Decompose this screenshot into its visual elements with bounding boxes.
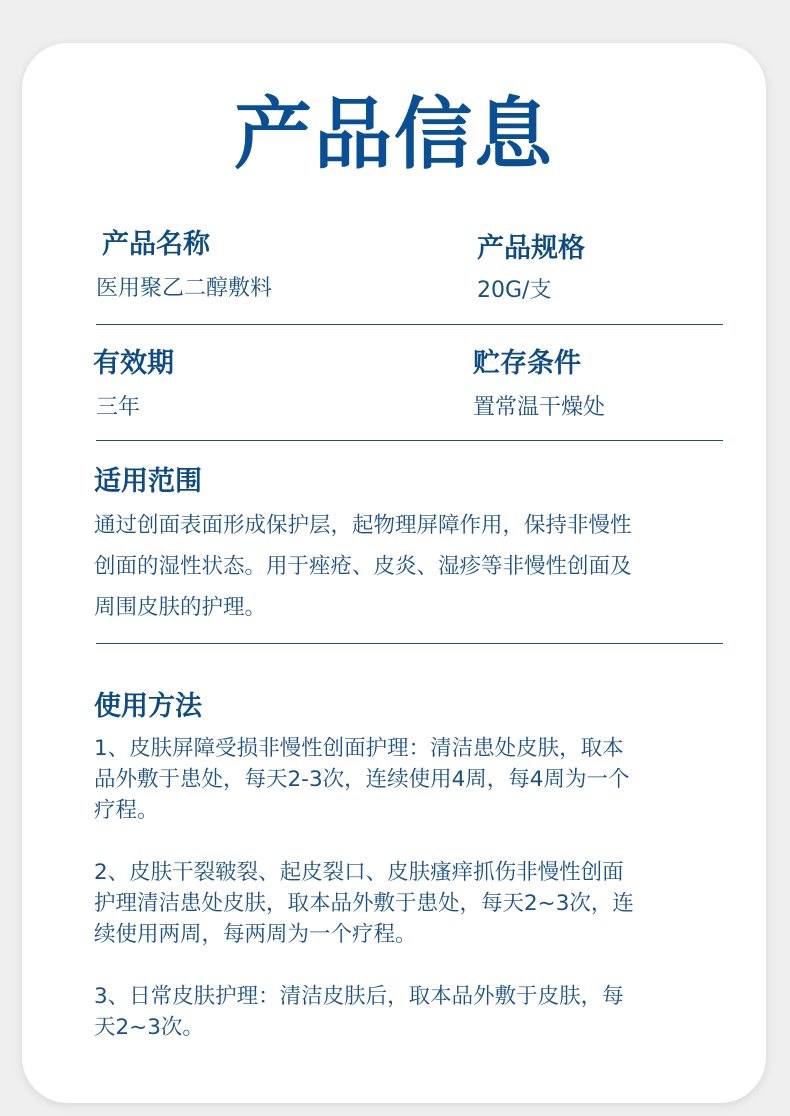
product-spec-label: 产品规格 [477, 233, 585, 264]
product-name-value: 医用聚乙二醇敷料 [96, 276, 273, 301]
scope-text [94, 505, 714, 628]
product-info-card [22, 43, 766, 1103]
usage-line: 品外敷于患处，每天2-3次，连续使用4周，每4周为一个 [94, 767, 630, 792]
storage-value: 置常温干燥处 [473, 395, 606, 420]
storage-label: 贮存条件 [473, 348, 581, 379]
validity-label: 有效期 [93, 348, 174, 379]
usage-line: 护理清洁患处皮肤，取本品外敷于患处，每天2~3次，连 [94, 891, 634, 916]
scope-line: 周围皮肤的护理。 [94, 595, 267, 620]
scope-line: 创面的湿性状态。用于痤疮、皮炎、湿疹等非慢性创面及 [94, 554, 632, 579]
product-spec-value: 20G/支 [477, 278, 552, 303]
product-name-label: 产品名称 [102, 229, 210, 260]
usage-step-1 [94, 733, 714, 826]
divider [96, 643, 723, 644]
page-title: 产品信息 [233, 90, 554, 180]
usage-label: 使用方法 [94, 691, 202, 722]
divider [96, 440, 723, 441]
usage-line: 1、皮肤屏障受损非慢性创面护理：清洁患处皮肤，取本 [94, 736, 624, 761]
scope-line: 通过创面表面形成保护层，起物理屏障作用，保持非慢性 [94, 513, 632, 538]
usage-line: 天2~3次。 [94, 1015, 204, 1040]
scope-label: 适用范围 [94, 466, 202, 497]
usage-line: 疗程。 [94, 798, 159, 823]
usage-step-2 [94, 857, 714, 950]
usage-step-3 [94, 981, 714, 1043]
validity-value: 三年 [96, 395, 141, 420]
usage-line: 3、日常皮肤护理：清洁皮肤后，取本品外敷于皮肤，每 [94, 984, 624, 1009]
usage-line: 续使用两周，每两周为一个疗程。 [94, 922, 417, 947]
usage-line: 2、皮肤干裂皲裂、起皮裂口、皮肤瘙痒抓伤非慢性创面 [94, 860, 624, 885]
divider [96, 324, 723, 325]
